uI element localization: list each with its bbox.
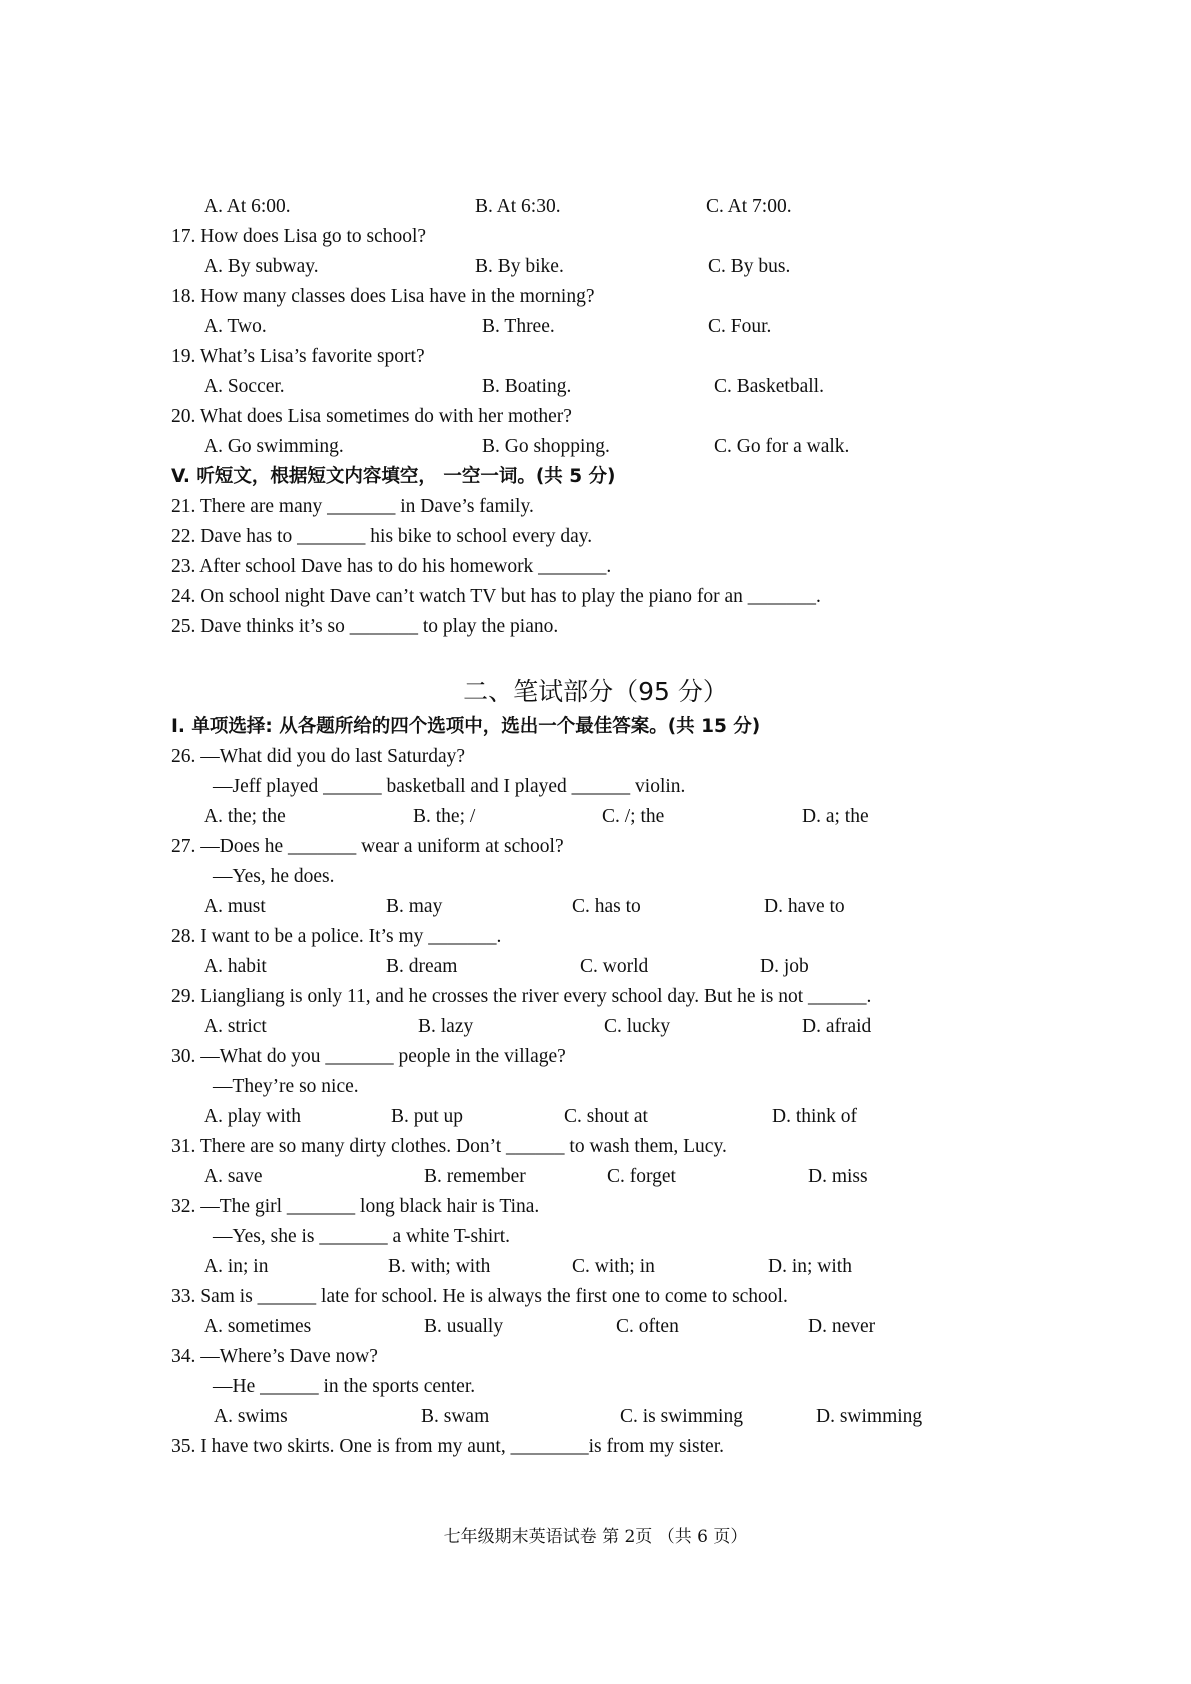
option-a: A. swims	[214, 1406, 288, 1427]
option-a: A. Soccer.	[204, 376, 285, 397]
question-32-options	[0, 1252, 1191, 1282]
option-c: C. is swimming	[620, 1406, 743, 1427]
question-30-line-2	[0, 1072, 1191, 1102]
question-18	[0, 282, 1191, 312]
option-c: C. Go for a walk.	[714, 436, 850, 457]
option-b: B. put up	[391, 1106, 464, 1127]
item-text: 24. On school night Dave can’t watch TV but has to play the piano for an _______.	[171, 586, 821, 607]
question-text: —He ______ in the sports center.	[213, 1376, 476, 1397]
question-28-options	[0, 952, 1191, 982]
question-34-line-2	[0, 1372, 1191, 1402]
option-a: A. Go swimming.	[204, 436, 344, 457]
option-b: B. dream	[386, 956, 458, 977]
option-c: C. Four.	[708, 316, 772, 337]
option-d: D. a; the	[802, 806, 869, 827]
item-text: 23. After school Dave has to do his homework _______.	[171, 556, 612, 577]
section-heading-text: V. 听短文，根据短文内容填空， 一空一词。(共 5 分)	[171, 466, 616, 487]
option-b: B. swam	[421, 1406, 490, 1427]
question-text: —Yes, he does.	[213, 866, 335, 887]
option-b: B. may	[386, 896, 443, 917]
option-d: D. think of	[772, 1106, 858, 1127]
question-text: 28. I want to be a police. It’s my _______.	[171, 926, 502, 947]
question-34-options	[0, 1402, 1191, 1432]
option-b: B. usually	[424, 1316, 504, 1337]
question-19	[0, 342, 1191, 372]
option-b: B. Go shopping.	[482, 436, 610, 457]
question-34	[0, 1342, 1191, 1372]
question-27-options	[0, 892, 1191, 922]
option-b: B. lazy	[418, 1016, 474, 1037]
question-31-options	[0, 1162, 1191, 1192]
fill-item-22	[0, 522, 1191, 552]
option-b: B. By bike.	[475, 256, 564, 277]
fill-item-25	[0, 612, 1191, 642]
option-d: D. job	[760, 956, 809, 977]
question-text: 31. There are so many dirty clothes. Don’t ______ to wash them, Lucy.	[171, 1136, 727, 1157]
question-text: 29. Liangliang is only 11, and he crosses the river every school day. But he is not ______.	[171, 986, 872, 1007]
question-16-options	[0, 192, 1191, 222]
item-text: 21. There are many _______ in Dave’s family.	[171, 496, 534, 517]
question-text: 18. How many classes does Lisa have in the morning?	[171, 286, 595, 307]
option-a: A. save	[204, 1166, 263, 1187]
fill-item-23	[0, 552, 1191, 582]
option-a: A. in; in	[204, 1256, 269, 1277]
question-30-options	[0, 1102, 1191, 1132]
question-text: 32. —The girl _______ long black hair is Tina.	[171, 1196, 540, 1217]
question-30	[0, 1042, 1191, 1072]
option-a: A. play with	[204, 1106, 301, 1127]
question-29-options	[0, 1012, 1191, 1042]
question-20-options	[0, 432, 1191, 462]
option-a: A. the; the	[204, 806, 286, 827]
question-27	[0, 832, 1191, 862]
question-text: 30. —What do you _______ people in the village?	[171, 1046, 566, 1067]
option-c: C. lucky	[604, 1016, 671, 1037]
option-d: D. afraid	[802, 1016, 872, 1037]
option-c: C. forget	[607, 1166, 676, 1187]
option-d: D. swimming	[816, 1406, 923, 1427]
option-c: C. often	[616, 1316, 679, 1337]
question-text: 19. What’s Lisa’s favorite sport?	[171, 346, 425, 367]
option-a: A. strict	[204, 1016, 267, 1037]
option-c: C. Basketball.	[714, 376, 824, 397]
option-c: C. At 7:00.	[706, 196, 792, 217]
option-d: D. never	[808, 1316, 876, 1337]
question-text: 26. —What did you do last Saturday?	[171, 746, 466, 767]
question-20	[0, 402, 1191, 432]
question-31	[0, 1132, 1191, 1162]
question-text: —They’re so nice.	[213, 1076, 359, 1097]
question-17	[0, 222, 1191, 252]
question-32	[0, 1192, 1191, 1222]
question-text: —Yes, she is _______ a white T-shirt.	[213, 1226, 511, 1247]
question-26-line-2	[0, 772, 1191, 802]
option-a: A. By subway.	[204, 256, 319, 277]
option-c: C. has to	[572, 896, 641, 917]
item-text: 22. Dave has to _______ his bike to school every day.	[171, 526, 593, 547]
option-d: D. have to	[764, 896, 845, 917]
option-d: D. miss	[808, 1166, 868, 1187]
question-18-options	[0, 312, 1191, 342]
option-c: C. shout at	[564, 1106, 648, 1127]
question-text: 20. What does Lisa sometimes do with her mother?	[171, 406, 572, 427]
option-b: B. At 6:30.	[475, 196, 561, 217]
option-a: A. habit	[204, 956, 267, 977]
section-v-heading	[0, 462, 1191, 492]
question-text: 35. I have two skirts. One is from my aunt, ________is from my sister.	[171, 1436, 724, 1457]
question-33-options	[0, 1312, 1191, 1342]
option-b: B. Three.	[482, 316, 555, 337]
option-a: A. sometimes	[204, 1316, 312, 1337]
question-27-line-2	[0, 862, 1191, 892]
question-28	[0, 922, 1191, 952]
option-a: A. Two.	[204, 316, 267, 337]
question-text: 34. —Where’s Dave now?	[171, 1346, 378, 1367]
option-a: A. must	[204, 896, 266, 917]
question-text: 17. How does Lisa go to school?	[171, 226, 427, 247]
written-part-title: 二、笔试部分（95 分）	[463, 677, 728, 706]
question-text: 33. Sam is ______ late for school. He is always the first one to come to school.	[171, 1286, 788, 1307]
option-d: D. in; with	[768, 1256, 852, 1277]
option-a: A. At 6:00.	[204, 196, 291, 217]
question-19-options	[0, 372, 1191, 402]
question-text: —Jeff played ______ basketball and I played ______ violin.	[213, 776, 686, 797]
question-33	[0, 1282, 1191, 1312]
option-b: B. the; /	[413, 806, 476, 827]
fill-item-21	[0, 492, 1191, 522]
item-text: 25. Dave thinks it’s so _______ to play the piano.	[171, 616, 559, 637]
section-i-heading	[0, 712, 1191, 742]
question-26	[0, 742, 1191, 772]
question-text: 27. —Does he _______ wear a uniform at school?	[171, 836, 564, 857]
option-c: C. By bus.	[708, 256, 791, 277]
question-29	[0, 982, 1191, 1012]
option-c: C. with; in	[572, 1256, 655, 1277]
question-35	[0, 1432, 1191, 1462]
page-footer: 七年级期末英语试卷 第 2页 （共 6 页）	[443, 1527, 748, 1547]
question-32-line-2	[0, 1222, 1191, 1252]
option-c: C. /; the	[602, 806, 665, 827]
section-heading-text: I. 单项选择: 从各题所给的四个选项中，选出一个最佳答案。(共 15 分)	[171, 716, 761, 737]
question-26-options	[0, 802, 1191, 832]
fill-item-24	[0, 582, 1191, 612]
option-b: B. Boating.	[482, 376, 572, 397]
option-b: B. remember	[424, 1166, 526, 1187]
option-b: B. with; with	[388, 1256, 491, 1277]
option-c: C. world	[580, 956, 649, 977]
question-17-options	[0, 252, 1191, 282]
